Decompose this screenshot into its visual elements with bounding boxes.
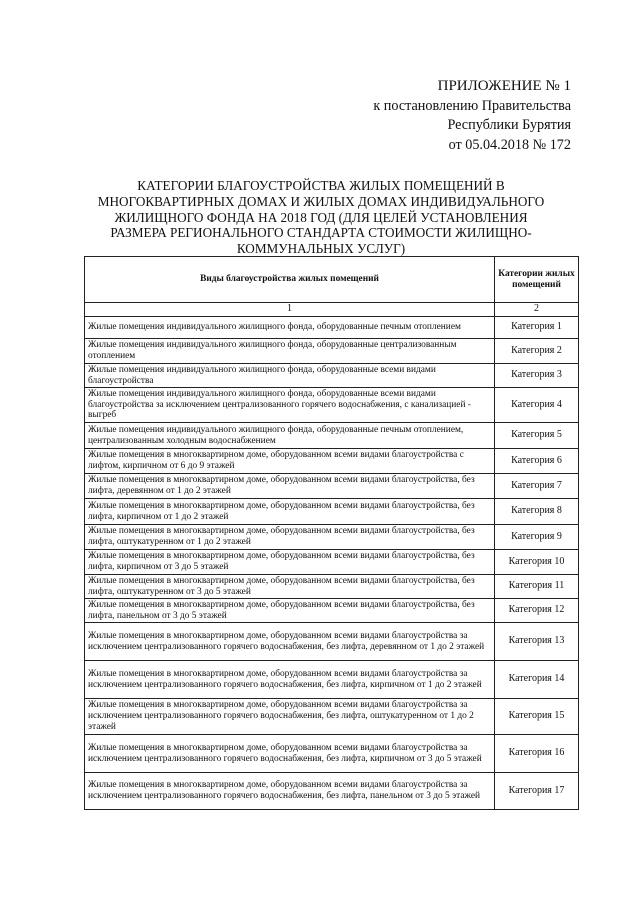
row-description: Жилые помещения в многоквартирном доме, оборудованном всеми видами благоустройства за исключением централизованного горячего водоснабжения, без лифта, панельном от 3 до 5 этажей — [85, 773, 495, 810]
table-row — [85, 423, 579, 449]
row-category: Категория 3 — [495, 364, 579, 388]
row-category: Категория 5 — [495, 423, 579, 449]
row-description: Жилые помещения в многоквартирном доме, оборудованном всеми видами благоустройства за исключением централизованного горячего водоснабжения, без лифта, оштукатуренном от 1 до 2 этажей — [85, 699, 495, 735]
row-description: Жилые помещения в многоквартирном доме, оборудованном всеми видами благоустройства с лифтом, кирпичном от 6 до 9 этажей — [85, 449, 495, 474]
header-categories: Категории жилых помещений — [495, 257, 579, 303]
row-category: Категория 13 — [495, 623, 579, 661]
row-description: Жилые помещения в многоквартирном доме, оборудованном всеми видами благоустройства, без лифта, кирпичном от 1 до 2 этажей — [85, 499, 495, 525]
row-description: Жилые помещения в многоквартирном доме, оборудованном всеми видами благоустройства, без лифта, деревянном от 1 до 2 этажей — [85, 474, 495, 499]
row-category: Категория 1 — [495, 317, 579, 339]
row-description: Жилые помещения в многоквартирном доме, оборудованном всеми видами благоустройства, без лифта, кирпичном от 3 до 5 этажей — [85, 550, 495, 575]
table-row — [85, 623, 579, 661]
table-row — [85, 699, 579, 735]
header-types: Виды благоустройства жилых помещений — [85, 257, 495, 303]
column-number-2: 2 — [495, 303, 579, 317]
row-description: Жилые помещения индивидуального жилищного фонда, оборудованные всеми видами благоустройства — [85, 364, 495, 388]
table-row — [85, 550, 579, 575]
row-category: Категория 16 — [495, 735, 579, 773]
row-category: Категория 9 — [495, 525, 579, 550]
row-description: Жилые помещения индивидуального жилищного фонда, оборудованные всеми видами благоустройства за исключением централизованного горячего водоснабжения, с канализацией - выгреб — [85, 388, 495, 423]
row-category: Категория 10 — [495, 550, 579, 575]
table-row — [85, 525, 579, 550]
row-description: Жилые помещения индивидуального жилищного фонда, оборудованные централизованным отоплением — [85, 339, 495, 364]
row-category: Категория 4 — [495, 388, 579, 423]
appendix-decree: к постановлению Правительства — [373, 97, 571, 114]
row-category: Категория 11 — [495, 575, 579, 599]
table-row — [85, 599, 579, 623]
table-row — [85, 575, 579, 599]
row-description: Жилые помещения в многоквартирном доме, оборудованном всеми видами благоустройства за исключением централизованного горячего водоснабжения, без лифта, деревянном от 1 до 2 этажей — [85, 623, 495, 661]
table-row — [85, 499, 579, 525]
categories-table — [84, 256, 579, 810]
row-category: Категория 17 — [495, 773, 579, 810]
row-category: Категория 6 — [495, 449, 579, 474]
appendix-block — [373, 77, 571, 155]
row-description: Жилые помещения индивидуального жилищного фонда, оборудованные печным отоплением — [85, 317, 495, 339]
row-category: Категория 7 — [495, 474, 579, 499]
row-description: Жилые помещения в многоквартирном доме, оборудованном всеми видами благоустройства, без лифта, панельном от 3 до 5 этажей — [85, 599, 495, 623]
table-row — [85, 773, 579, 810]
table-header-row — [85, 257, 579, 303]
row-description: Жилые помещения индивидуального жилищного фонда, оборудованные печным отоплением, централизованным холодным водоснабжением — [85, 423, 495, 449]
row-category: Категория 12 — [495, 599, 579, 623]
table-row — [85, 339, 579, 364]
row-description: Жилые помещения в многоквартирном доме, оборудованном всеми видами благоустройства, без лифта, оштукатуренном от 3 до 5 этажей — [85, 575, 495, 599]
table-row — [85, 661, 579, 699]
appendix-date: от 05.04.2018 № 172 — [448, 136, 571, 153]
table-number-row — [85, 303, 579, 317]
table-row — [85, 474, 579, 499]
row-description: Жилые помещения в многоквартирном доме, оборудованном всеми видами благоустройства, без лифта, оштукатуренном от 1 до 2 этажей — [85, 525, 495, 550]
row-description: Жилые помещения в многоквартирном доме, оборудованном всеми видами благоустройства за исключением централизованного горячего водоснабжения, без лифта, кирпичном от 1 до 2 этажей — [85, 661, 495, 699]
row-category: Категория 14 — [495, 661, 579, 699]
table-row — [85, 449, 579, 474]
document-title: КАТЕГОРИИ БЛАГОУСТРОЙСТВА ЖИЛЫХ ПОМЕЩЕНИЙ В МНОГОКВАРТИРНЫХ ДОМАХ И ЖИЛЫХ ДОМАХ ИНДИВИДУАЛЬНОГО ЖИЛИЩНОГО ФОНДА НА 2018 ГОД (ДЛЯ ЦЕЛЕЙ УСТАНОВЛЕНИЯ РАЗМЕРА РЕГИОНАЛЬНОГО СТАНДАРТА СТОИМОСТИ ЖИЛИЩНО-КОММУНАЛЬНЫХ УСЛУГ) — [97, 178, 545, 257]
table-row — [85, 364, 579, 388]
row-description: Жилые помещения в многоквартирном доме, оборудованном всеми видами благоустройства за исключением централизованного горячего водоснабжения, без лифта, кирпичном от 3 до 5 этажей — [85, 735, 495, 773]
appendix-number: ПРИЛОЖЕНИЕ № 1 — [437, 78, 571, 94]
row-category: Категория 15 — [495, 699, 579, 735]
table-row — [85, 735, 579, 773]
table-row — [85, 388, 579, 423]
row-category: Категория 2 — [495, 339, 579, 364]
row-category: Категория 8 — [495, 499, 579, 525]
table-row — [85, 317, 579, 339]
table-body — [85, 317, 579, 810]
appendix-republic: Республики Бурятия — [447, 117, 571, 133]
column-number-1: 1 — [85, 303, 495, 317]
